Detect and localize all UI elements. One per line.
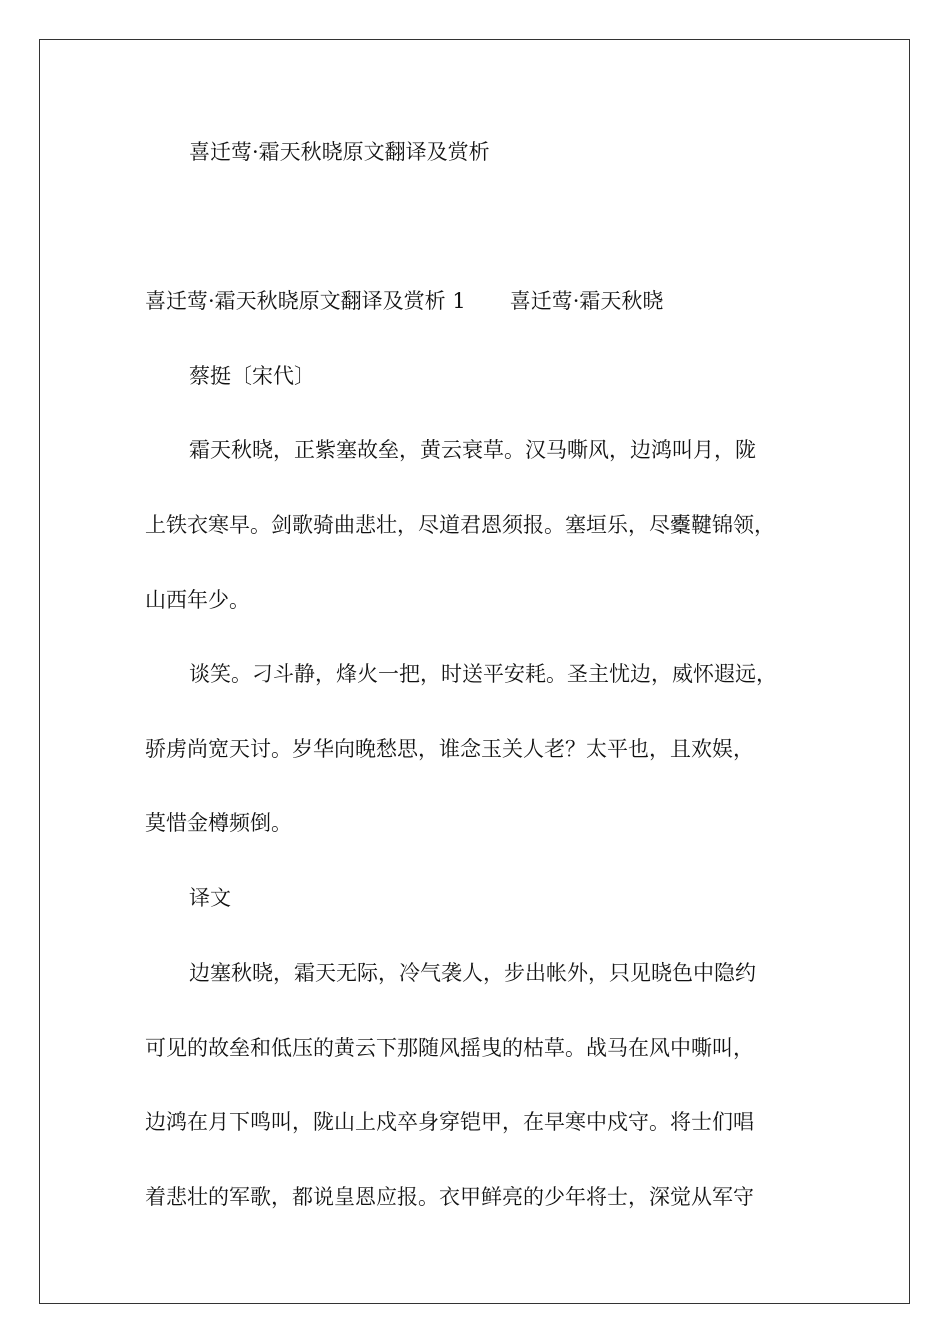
poem-line-4: 谈笑。刁斗静，烽火一把，时送平安耗。圣主忧边，威怀遐远，	[189, 662, 777, 686]
poem-line-2: 上铁衣寒早。剑歌骑曲悲壮，尽道君恩须报。塞垣乐，尽櫜鞬锦领，	[145, 513, 775, 537]
poem-line-3: 山西年少。	[145, 588, 250, 612]
document-title: 喜迁莺·霜天秋晓原文翻译及赏析	[189, 140, 490, 164]
translation-line-2: 可见的故垒和低压的黄云下那随风摇曳的枯草。战马在风中嘶叫，	[145, 1036, 754, 1060]
section-heading: 喜迁莺·霜天秋晓原文翻译及赏析 1	[145, 289, 466, 313]
poem-title: 喜迁莺·霜天秋晓	[509, 289, 664, 313]
translation-line-3: 边鸿在月下鸣叫，陇山上戍卒身穿铠甲，在早寒中戍守。将士们唱	[145, 1110, 754, 1134]
translation-heading: 译文	[189, 886, 231, 910]
poem-line-6: 莫惜金樽频倒。	[145, 811, 292, 835]
poem-author: 蔡挺〔宋代〕	[189, 364, 315, 388]
translation-line-4: 着悲壮的军歌，都说皇恩应报。衣甲鲜亮的少年将士，深觉从军守	[145, 1185, 754, 1209]
translation-line-1: 边塞秋晓，霜天无际，冷气袭人，步出帐外，只见晓色中隐约	[189, 961, 756, 985]
section-heading-row	[145, 286, 663, 316]
poem-line-5: 骄虏尚宽天讨。岁华向晚愁思，谁念玉关人老？太平也，且欢娱，	[145, 737, 754, 761]
poem-line-1: 霜天秋晓，正紫塞故垒，黄云衰草。汉马嘶风，边鸿叫月，陇	[189, 438, 756, 462]
